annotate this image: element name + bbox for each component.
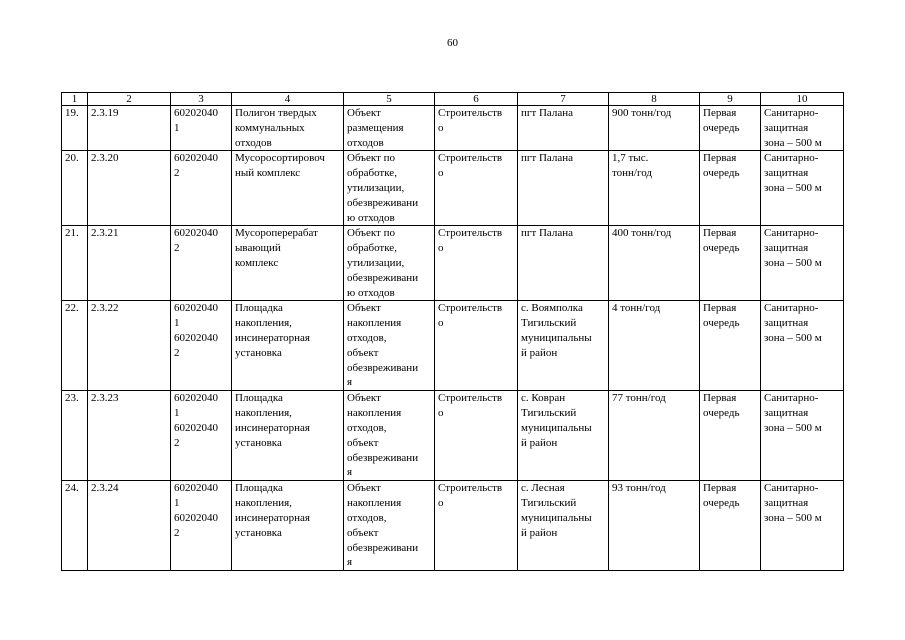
classifier-code-cell: 60202040 1 60202040 2 (171, 301, 232, 391)
classifier-code-cell: 60202040 1 (171, 106, 232, 151)
page-number: 60 (447, 37, 458, 49)
column-header: 2 (88, 93, 171, 106)
object-type-cell: Объект размещения отходов (344, 106, 435, 151)
object-name-cell: Полигон твердых коммунальных отходов (232, 106, 344, 151)
status-cell: Строительств о (435, 481, 518, 571)
status-cell: Строительств о (435, 226, 518, 301)
column-header: 3 (171, 93, 232, 106)
column-header: 5 (344, 93, 435, 106)
status-cell: Строительств о (435, 151, 518, 226)
table-row (62, 481, 844, 571)
stage-cell: Первая очередь (700, 301, 761, 391)
table-row (62, 226, 844, 301)
object-code-cell: 2.3.21 (88, 226, 171, 301)
object-name-cell: Мусоросортировоч ный комплекс (232, 151, 344, 226)
table-header-row (62, 93, 844, 106)
column-header: 10 (761, 93, 844, 106)
object-name-cell: Площадка накопления, инсинераторная установка (232, 391, 344, 481)
zone-cell: Санитарно- защитная зона – 500 м (761, 391, 844, 481)
object-type-cell: Объект накопления отходов, объект обезвреживани я (344, 481, 435, 571)
object-code-cell: 2.3.24 (88, 481, 171, 571)
column-header: 6 (435, 93, 518, 106)
zone-cell: Санитарно- защитная зона – 500 м (761, 151, 844, 226)
capacity-cell: 1,7 тыс. тонн/год (609, 151, 700, 226)
location-cell: пгт Палана (518, 106, 609, 151)
column-header: 1 (62, 93, 88, 106)
row-number-cell: 21. (62, 226, 88, 301)
row-number-cell: 23. (62, 391, 88, 481)
object-code-cell: 2.3.20 (88, 151, 171, 226)
capacity-cell: 400 тонн/год (609, 226, 700, 301)
row-number-cell: 22. (62, 301, 88, 391)
location-cell: с. Лесная Тигильский муниципальны й район (518, 481, 609, 571)
table-row (62, 151, 844, 226)
object-code-cell: 2.3.22 (88, 301, 171, 391)
object-code-cell: 2.3.23 (88, 391, 171, 481)
row-number-cell: 24. (62, 481, 88, 571)
location-cell: с. Воямполка Тигильский муниципальны й район (518, 301, 609, 391)
object-name-cell: Мусороперерабат ывающий комплекс (232, 226, 344, 301)
classifier-code-cell: 60202040 2 (171, 226, 232, 301)
object-type-cell: Объект накопления отходов, объект обезвреживани я (344, 391, 435, 481)
table-row (62, 391, 844, 481)
classifier-code-cell: 60202040 2 (171, 151, 232, 226)
column-header: 7 (518, 93, 609, 106)
capacity-cell: 4 тонн/год (609, 301, 700, 391)
stage-cell: Первая очередь (700, 151, 761, 226)
zone-cell: Санитарно- защитная зона – 500 м (761, 106, 844, 151)
stage-cell: Первая очередь (700, 226, 761, 301)
object-type-cell: Объект по обработке, утилизации, обезвреживани ю отходов (344, 226, 435, 301)
classifier-code-cell: 60202040 1 60202040 2 (171, 481, 232, 571)
table-row (62, 301, 844, 391)
status-cell: Строительств о (435, 301, 518, 391)
object-type-cell: Объект по обработке, утилизации, обезвреживани ю отходов (344, 151, 435, 226)
column-header: 4 (232, 93, 344, 106)
objects-table (61, 92, 844, 571)
object-type-cell: Объект накопления отходов, объект обезвреживани я (344, 301, 435, 391)
zone-cell: Санитарно- защитная зона – 500 м (761, 481, 844, 571)
location-cell: пгт Палана (518, 226, 609, 301)
status-cell: Строительств о (435, 391, 518, 481)
stage-cell: Первая очередь (700, 106, 761, 151)
row-number-cell: 20. (62, 151, 88, 226)
status-cell: Строительств о (435, 106, 518, 151)
location-cell: пгт Палана (518, 151, 609, 226)
capacity-cell: 77 тонн/год (609, 391, 700, 481)
classifier-code-cell: 60202040 1 60202040 2 (171, 391, 232, 481)
zone-cell: Санитарно- защитная зона – 500 м (761, 226, 844, 301)
capacity-cell: 900 тонн/год (609, 106, 700, 151)
column-header: 8 (609, 93, 700, 106)
table-row (62, 106, 844, 151)
object-code-cell: 2.3.19 (88, 106, 171, 151)
location-cell: с. Ковран Тигильский муниципальны й район (518, 391, 609, 481)
zone-cell: Санитарно- защитная зона – 500 м (761, 301, 844, 391)
column-header: 9 (700, 93, 761, 106)
object-name-cell: Площадка накопления, инсинераторная установка (232, 301, 344, 391)
object-name-cell: Площадка накопления, инсинераторная установка (232, 481, 344, 571)
stage-cell: Первая очередь (700, 481, 761, 571)
stage-cell: Первая очередь (700, 391, 761, 481)
row-number-cell: 19. (62, 106, 88, 151)
capacity-cell: 93 тонн/год (609, 481, 700, 571)
